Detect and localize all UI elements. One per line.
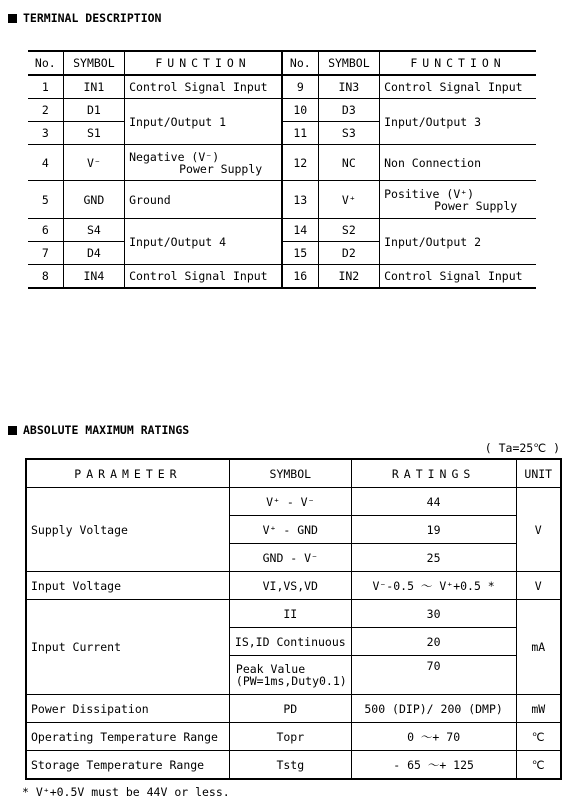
table-row <box>28 265 536 289</box>
header-symbol: SYMBOL <box>229 459 351 488</box>
pin-no: 7 <box>28 242 63 265</box>
pin-symbol: D1 <box>63 99 124 122</box>
rating-value: 19 <box>351 516 516 544</box>
param-supply-voltage: Supply Voltage <box>26 488 229 572</box>
terminal-title-text: TERMINAL DESCRIPTION <box>23 11 162 25</box>
rating-unit: ℃ <box>516 751 561 780</box>
function-line1: Positive (V⁺) <box>384 186 475 201</box>
rating-symbol: PD <box>229 695 351 723</box>
pin-symbol: V⁻ <box>63 145 124 181</box>
pin-no: 15 <box>282 242 318 265</box>
pin-symbol: D3 <box>318 99 379 122</box>
rating-value: 25 <box>351 544 516 572</box>
table-row <box>28 219 536 242</box>
pin-symbol: IN4 <box>63 265 124 289</box>
pin-function: Control Signal Input <box>380 75 536 99</box>
pin-symbol: D4 <box>63 242 124 265</box>
pin-function: Control Signal Input <box>125 265 282 289</box>
pin-no: 5 <box>28 181 63 219</box>
rating-unit: V <box>516 488 561 572</box>
function-line1: Negative (V⁻) <box>129 149 220 164</box>
rating-value: 30 <box>351 600 516 628</box>
table-row <box>26 572 561 600</box>
rating-unit: mA <box>516 600 561 695</box>
pin-symbol: S1 <box>63 122 124 145</box>
pin-function: Input/Output 4 <box>125 219 282 265</box>
rating-symbol: IS,ID Continuous <box>229 628 351 656</box>
table-row <box>26 600 561 628</box>
rating-value: 0 ～+ 70 <box>351 723 516 751</box>
pin-no: 10 <box>282 99 318 122</box>
pin-symbol: IN1 <box>63 75 124 99</box>
pin-no: 12 <box>282 145 318 181</box>
function-line2: Power Supply <box>179 161 263 176</box>
pin-symbol: S2 <box>318 219 379 242</box>
rating-unit: ℃ <box>516 723 561 751</box>
rating-unit: V <box>516 572 561 600</box>
table-row <box>28 99 536 122</box>
pin-symbol: D2 <box>318 242 379 265</box>
table-row <box>26 488 561 516</box>
pin-no: 3 <box>28 122 63 145</box>
param-operating-temp: Operating Temperature Range <box>26 723 229 751</box>
param-input-current: Input Current <box>26 600 229 695</box>
param-storage-temp: Storage Temperature Range <box>26 751 229 780</box>
pin-function: Input/Output 1 <box>125 99 282 145</box>
pin-symbol: NC <box>318 145 379 181</box>
header-symbol: SYMBOL <box>318 51 379 75</box>
table-row <box>28 181 536 219</box>
symbol-line1: Peak Value <box>235 662 306 676</box>
pin-symbol: S4 <box>63 219 124 242</box>
pin-symbol: V⁺ <box>318 181 379 219</box>
rating-value: - 65 ～+ 125 <box>351 751 516 780</box>
rating-symbol: Topr <box>229 723 351 751</box>
pin-no: 8 <box>28 265 63 289</box>
rating-unit: mW <box>516 695 561 723</box>
rating-value: 44 <box>351 488 516 516</box>
rating-value: 500 (DIP)/ 200 (DMP) <box>351 695 516 723</box>
pin-no: 1 <box>28 75 63 99</box>
pin-function: Control Signal Input <box>380 265 536 289</box>
ambient-condition: ( Ta=25℃ ) <box>484 441 560 455</box>
pin-no: 9 <box>282 75 318 99</box>
rating-symbol <box>229 656 351 695</box>
header-no: No. <box>28 51 63 75</box>
pin-no: 2 <box>28 99 63 122</box>
table-row <box>26 751 561 780</box>
pin-no: 14 <box>282 219 318 242</box>
table-row <box>28 145 536 181</box>
pin-symbol: IN2 <box>318 265 379 289</box>
terminal-table <box>28 50 536 289</box>
pin-function: Input/Output 2 <box>380 219 536 265</box>
header-function: FUNCTION <box>125 51 282 75</box>
pin-function: Non Connection <box>380 145 536 181</box>
rating-symbol: VI,VS,VD <box>229 572 351 600</box>
rating-symbol: GND - V⁻ <box>229 544 351 572</box>
function-line2: Power Supply <box>434 198 518 213</box>
ratings-section-title <box>8 423 189 437</box>
rating-symbol: Tstg <box>229 751 351 780</box>
pin-symbol: GND <box>63 181 124 219</box>
pin-function <box>125 145 282 181</box>
terminal-section-title <box>8 11 161 25</box>
pin-no: 16 <box>282 265 318 289</box>
rating-value: 70 <box>351 656 516 695</box>
ratings-table <box>25 458 562 780</box>
header-function: FUNCTION <box>380 51 536 75</box>
pin-function <box>380 181 536 219</box>
rating-value: 20 <box>351 628 516 656</box>
footnote: * V⁺+0.5V must be 44V or less. <box>22 785 230 799</box>
section-bullet-icon <box>8 426 17 435</box>
pin-symbol: IN3 <box>318 75 379 99</box>
param-input-voltage: Input Voltage <box>26 572 229 600</box>
table-row <box>26 723 561 751</box>
pin-no: 13 <box>282 181 318 219</box>
pin-symbol: S3 <box>318 122 379 145</box>
pin-no: 6 <box>28 219 63 242</box>
pin-function: Input/Output 3 <box>380 99 536 145</box>
section-bullet-icon <box>8 14 17 23</box>
pin-no: 11 <box>282 122 318 145</box>
header-no: No. <box>282 51 318 75</box>
pin-function: Control Signal Input <box>125 75 282 99</box>
pin-no: 4 <box>28 145 63 181</box>
table-row <box>28 75 536 99</box>
rating-value: V⁻-0.5 ～ V⁺+0.5 * <box>351 572 516 600</box>
symbol-line2: (PW=1ms,Duty0.1) <box>235 674 347 688</box>
ratings-header-row <box>26 459 561 488</box>
table-row <box>26 695 561 723</box>
param-power-dissipation: Power Dissipation <box>26 695 229 723</box>
header-parameter: PARAMETER <box>26 459 229 488</box>
rating-symbol: V⁺ - V⁻ <box>229 488 351 516</box>
terminal-header-row <box>28 51 536 75</box>
header-ratings: RATINGS <box>351 459 516 488</box>
ratings-title-text: ABSOLUTE MAXIMUM RATINGS <box>23 423 190 437</box>
rating-symbol: II <box>229 600 351 628</box>
rating-symbol: V⁺ - GND <box>229 516 351 544</box>
header-unit: UNIT <box>516 459 561 488</box>
pin-function: Ground <box>125 181 282 219</box>
header-symbol: SYMBOL <box>63 51 124 75</box>
